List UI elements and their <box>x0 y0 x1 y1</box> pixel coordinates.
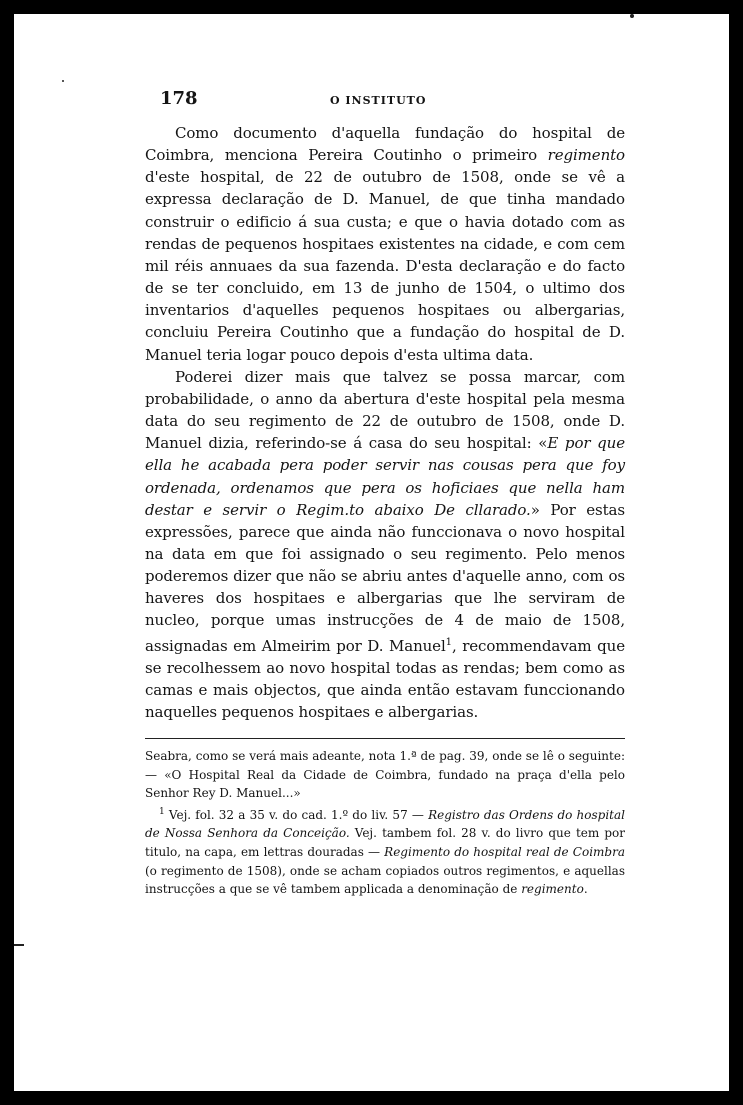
edge-mark <box>14 944 24 946</box>
footnote-continuation: Seabra, como se verá mais adeante, nota 1.ª de pag. 39, onde se lê o seguinte: — «O Hospital Real da Cidade de Coimbra, fundado na praça d'ella pelo Senhor Rey D. Manuel...» <box>145 749 625 801</box>
footnote-ref: 1 <box>445 636 452 648</box>
footnote-marker: 1 <box>159 806 165 817</box>
page-header <box>160 88 640 114</box>
ink-speck <box>62 80 64 82</box>
quoted-regiment: E por que ella he acabada pera poder servir nas cousas pera que foy ordenada, ordenamos que pera os hoficiaes que nella ham destar e servir o Regim.to abaixo De cllarado. <box>145 434 625 519</box>
footnotes <box>145 747 625 899</box>
main-text <box>145 122 625 723</box>
footnote-rule <box>145 738 625 739</box>
ink-speck <box>630 14 634 18</box>
page-number: 178 <box>160 88 198 109</box>
running-title: O INSTITUTO <box>330 94 427 107</box>
paragraph-1: Como documento d'aquella fundação do hospital de Coimbra, menciona Pereira Coutinho o primeiro regimento d'este hospital, de 22 de outubro de 1508, onde se vê a expressa declaração de D. Manuel, de que tinha mandado construir o edificio á sua custa; e que o havia dotado com as rendas de pequenos hospitaes existentes na cidade, e com cem mil réis annuaes da sua fazenda. D'esta declaração e do facto de se ter concluido, em 13 de junho de 1504, o ultimo dos inventarios d'aquelles pequenos hospitaes ou albergarias, concluiu Pereira Coutinho que a fundação do hospital de D. Manuel teria logar pouco depois d'esta ultima data. <box>145 124 625 364</box>
book-page <box>14 14 729 1091</box>
paragraph-2: Poderei dizer mais que talvez se possa marcar, com probabilidade, o anno da abertura d'este hospital pela mesma data do seu regimento de 22 de outubro de 1508, onde D. Manuel dizia, referindo-se á casa do seu hospital: «E por que ella he acabada pera poder servir nas cousas pera que foy ordenada, ordenamos que pera os hoficiaes que nella ham destar e servir o Regim.to abaixo De cllarado.» Por estas expressões, parece que ainda não funccionava o novo hospital na data em que foi assignado o seu regimento. Pelo menos poderemos dizer que não se abriu antes d'aquelle anno, com os haveres dos hospitaes e albergarias que lhe serviram de nucleo, porque umas instrucções de 4 de maio de 1508, assignadas em Almeirim por D. Manuel$^1$, recommendavam que se recolhessem ao novo hospital todas as rendas; bem como as camas e mais objectos, que ainda então estavam funccionando naquelles pequenos hospitaes e albergarias. <box>145 367 625 722</box>
footnote-1: $^1$ Vej. fol. 32 a 35 v. do cad. 1.º do liv. 57 — Registro das Ordens do hospital de Nossa Senhora da Conceição. Vej. tambem fol. 28 v. do livro que tem por titulo, na capa, em lettras douradas — Regimento do hospital real de Coimbra (o regimento de 1508), onde se acham copiados outros regimentos, e aquellas instrucções a que se vê tambem applicada a denominação de regimento. <box>145 806 626 897</box>
